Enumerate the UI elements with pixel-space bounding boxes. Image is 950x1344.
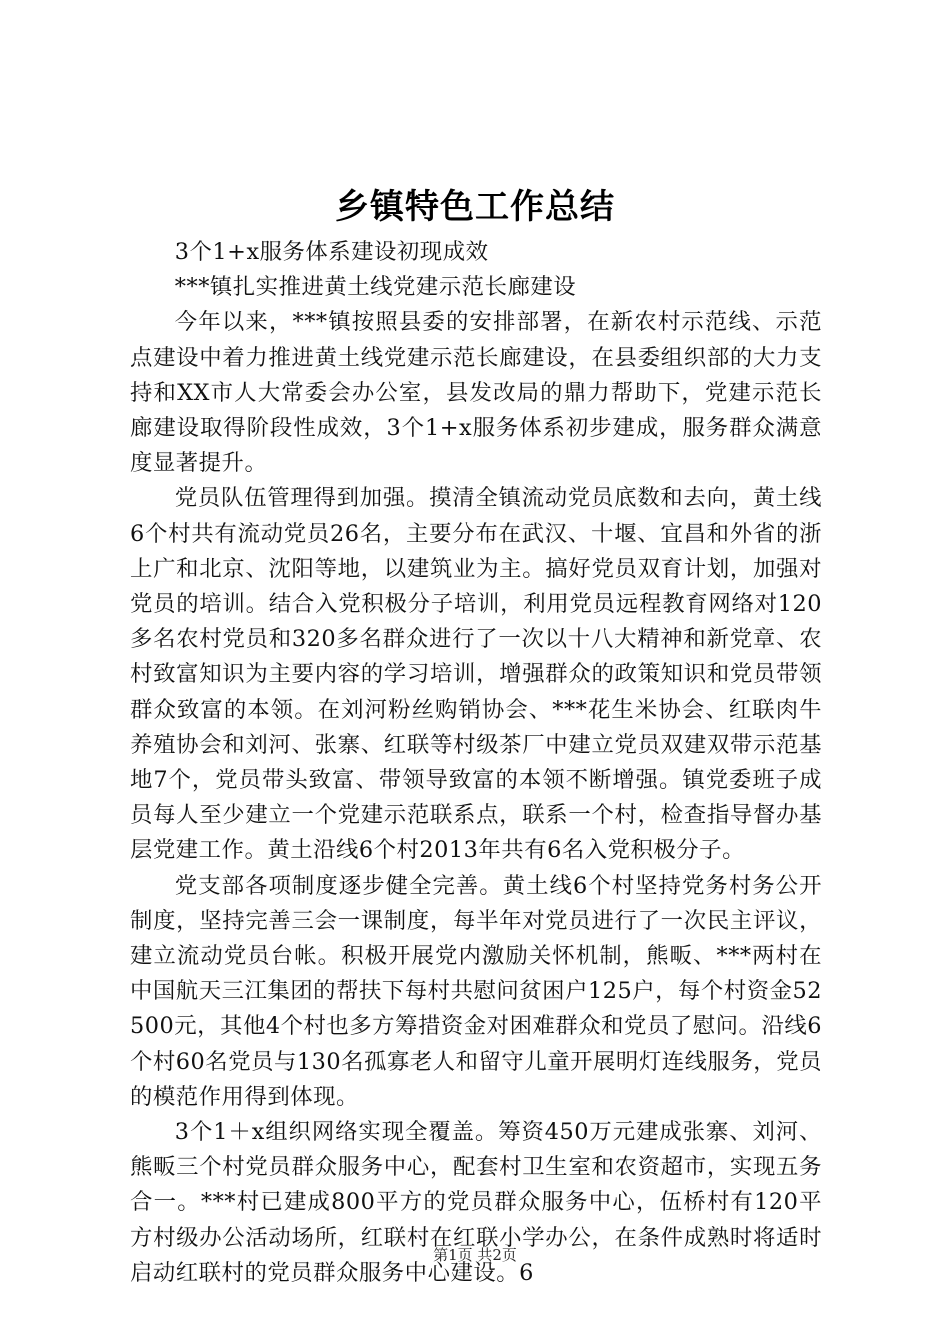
- paragraph-branch-systems: 党支部各项制度逐步健全完善。黄土线6个村坚持党务村务公开制度，坚持完善三会一课制度，每半年对党员进行了一次民主评议，建立流动党员台帐。积极开展党内激励关怀机制，熊畈、***两村在中国航天三江集团的帮扶下每村共慰问贫困户125户，每个村资金52500元，其他4个村也多方筹措资金对困难群众和党员了慰问。沿线6个村60名党员与130名孤寡老人和留守儿童开展明灯连线服务，党员的模范作用得到体现。: [130, 872, 822, 1110]
- paragraph-organization-network: 3个1＋x组织网络实现全覆盖。筹资450万元建成张寨、刘河、熊畈三个村党员群众服务中心，配套村卫生室和农资超市，实现五务合一。***村已建成800平方的党员群众服务中心，伍桥村有120平方村级办公活动场所，红联村在红联小学办公，在条件成熟时将适时启动红联村的党员群众服务中心建设。6: [130, 1119, 822, 1286]
- paragraph-party-member-management: 党员队伍管理得到加强。摸清全镇流动党员底数和去向，黄土线6个村共有流动党员26名，主要分布在武汉、十堰、宜昌和外省的浙上广和北京、沈阳等地，以建筑业为主。搞好党员双育计划，加强对党员的培训。结合入党积极分子培训，利用党员远程教育网络对120多名农村党员和320多名群众进行了一次以十八大精神和新党章、农村致富知识为主要内容的学习培训，增强群众的政策知识和党员带领群众致富的本领。在刘河粉丝购销协会、***花生米协会、红联肉牛养殖协会和刘河、张寨、红联等村级茶厂中建立党员双建双带示范基地7个，党员带头致富、带领导致富的本领不断增强。镇党委班子成员每人至少建立一个党建示范联系点，联系一个村，检查指导督办基层党建工作。黄土沿线6个村2013年共有6名入党积极分子。: [130, 485, 822, 864]
- paragraph-intro: 今年以来，***镇按照县委的安排部署，在新农村示范线、示范点建设中着力推进黄土线党建示范长廊建设，在县委组织部的大力支持和XX市人大常委会办公室，县发改局的鼎力帮助下，党建示范长廊建设取得阶段性成效，3个1+x服务体系初步建成，服务群众满意度显著提升。: [130, 309, 822, 477]
- document-body: [130, 235, 822, 1291]
- paragraph-subtitle-2: ***镇扎实推进黄土线党建示范长廊建设: [174, 274, 577, 301]
- paragraph-subtitle-1: 3个1+x服务体系建设初现成效: [174, 239, 489, 265]
- document-title: 乡镇特色工作总结: [335, 187, 615, 227]
- page-footer: 第1页 共2页: [433, 1246, 517, 1264]
